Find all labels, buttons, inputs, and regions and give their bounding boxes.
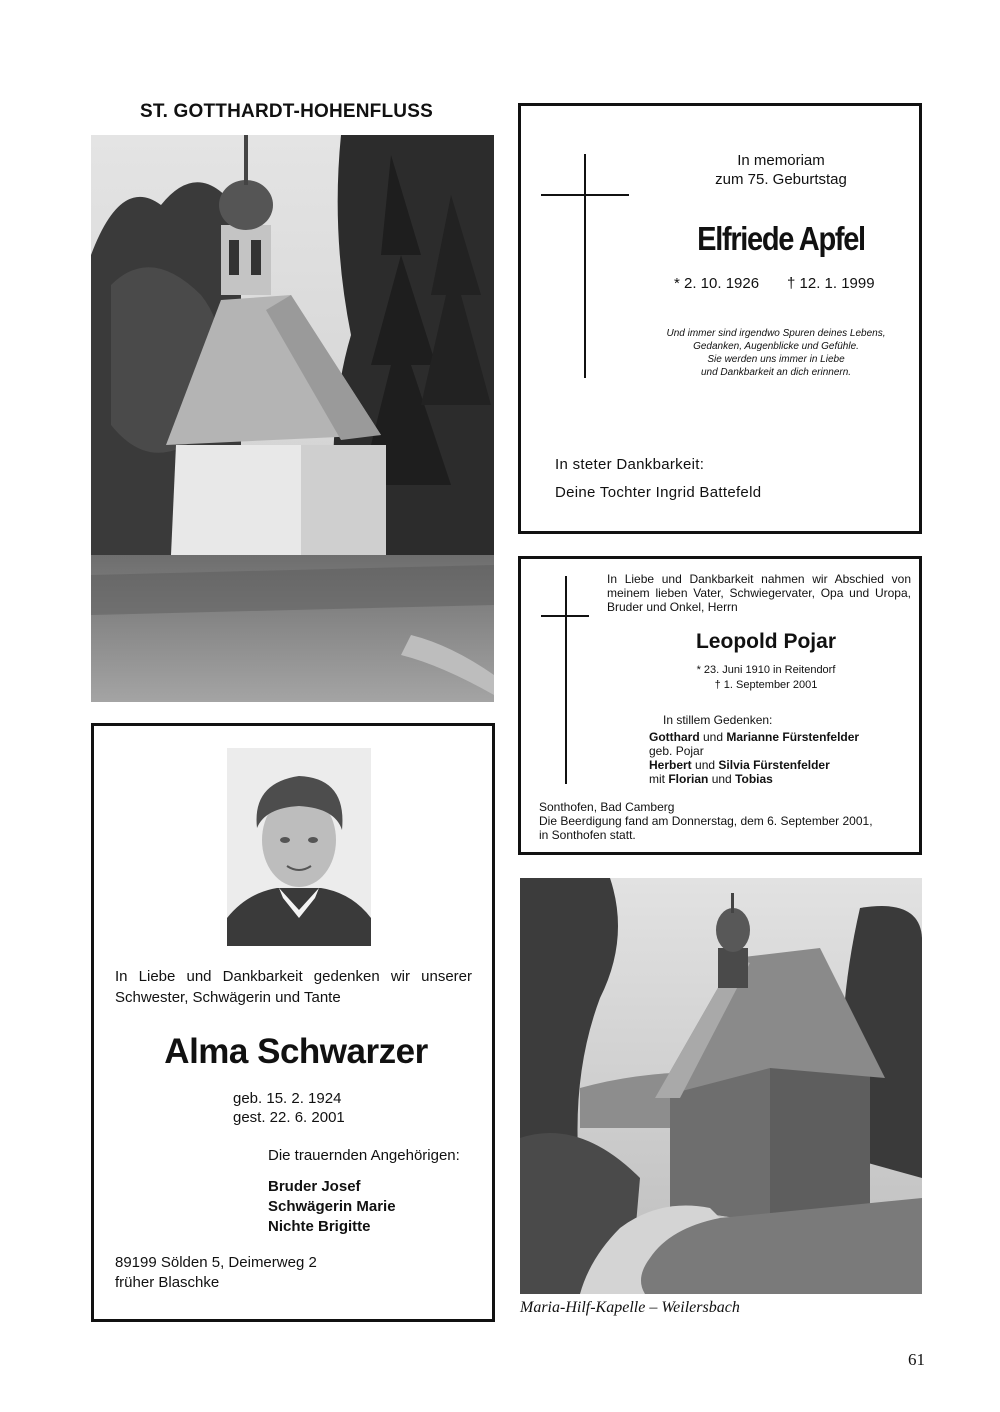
schwarzer-address [115,1253,317,1293]
photo-caption: Maria-Hilf-Kapelle – Weilersbach [520,1299,740,1316]
poem-line: Und immer sind irgendwo Spuren deines Lebens, [666,328,886,339]
family-and: und [691,758,719,772]
cross-icon-vertical [584,154,586,378]
family-name: Tobias [735,772,773,786]
family-name: Gotthard [649,730,700,744]
poem-line: Sie werden uns immer in Liebe [707,354,845,365]
family-name: Florian [668,772,709,786]
apfel-intro [671,151,891,189]
schwarzer-name: Alma Schwarzer [164,1032,428,1071]
schwarzer-mourners-label: Die trauernden Angehörigen: [268,1147,460,1164]
pojar-died: † 1. September 2001 [714,679,818,691]
schwarzer-mourners [268,1177,396,1237]
pojar-places: Sonthofen, Bad Camberg [539,800,675,814]
obituary-apfel [518,103,922,534]
schwarzer-died: gest. 22. 6. 2001 [233,1109,345,1126]
pojar-footer [539,800,919,842]
cross-icon-vertical [565,576,567,784]
pojar-funeral-line1: Die Beerdigung fand am Donnerstag, dem 6. September 2001, [539,814,873,828]
family-line: geb. Pojar [649,744,704,758]
apfel-poem [631,327,921,379]
family-and: und [699,730,727,744]
obituary-schwarzer [91,723,495,1322]
schwarzer-intro-line2: Schwester, Schwägerin und Tante [115,989,341,1006]
mourner: Nichte Brigitte [268,1218,371,1235]
cross-icon-horizontal [541,194,629,196]
schwarzer-address-line2: früher Blaschke [115,1274,220,1291]
chapel-photo-gotthardt [91,135,494,702]
pojar-mourning: In stillem Gedenken: [663,713,773,727]
family-line [649,772,919,786]
portrait-photo-schwarzer [227,748,371,946]
pojar-name: Leopold Pojar [695,630,836,653]
mourner: Schwägerin Marie [268,1198,396,1215]
poem-line: und Dankbarkeit an dich erinnern. [700,367,852,378]
cross-icon-horizontal [541,615,589,617]
schwarzer-dates [233,1089,345,1127]
apfel-name: Elfriede Apfel [697,220,865,257]
pojar-family [649,730,919,786]
family-line [649,758,919,772]
schwarzer-address-line1: 89199 Sölden 5, Deimerweg 2 [115,1254,317,1271]
schwarzer-intro [115,966,472,1008]
family-and: und [708,772,736,786]
pojar-born: * 23. Juni 1910 in Reitendorf [696,664,836,676]
family-line [649,730,919,744]
apfel-intro-line1: In memoriam [737,152,825,169]
schwarzer-born: geb. 15. 2. 1924 [233,1090,342,1107]
pojar-dates [621,663,911,693]
apfel-thanks: In steter Dankbarkeit: [555,456,705,473]
schwarzer-intro-line1: In Liebe und Dankbarkeit gedenken wir unserer [115,968,472,985]
mourner: Bruder Josef [268,1178,361,1195]
obituary-pojar [518,556,922,855]
poem-line: Gedanken, Augenblicke und Gefühle. [693,341,859,352]
pojar-intro: In Liebe und Dankbarkeit nahmen wir Abschied von meinem lieben Vater, Schwiegervater, Opa und Uropa, Bruder und Onkel, Herrn [607,572,911,614]
chapel-photo-weilersbach [520,878,922,1294]
pojar-funeral-line2: in Sonthofen statt. [539,828,636,842]
page-number: 61 [908,1350,925,1369]
family-with: mit [649,772,669,786]
family-name: Silvia Fürstenfelder [718,758,830,772]
family-name: Marianne Fürstenfelder [726,730,860,744]
apfel-intro-line2: zum 75. Geburtstag [715,171,847,188]
apfel-born: * 2. 10. 1926 [674,275,760,292]
photo-title: ST. GOTTHARDT-HOHENFLUSS [140,101,433,122]
apfel-signature: Deine Tochter Ingrid Battefeld [555,484,762,501]
apfel-died: † 12. 1. 1999 [787,275,875,292]
family-name: Herbert [649,758,692,772]
